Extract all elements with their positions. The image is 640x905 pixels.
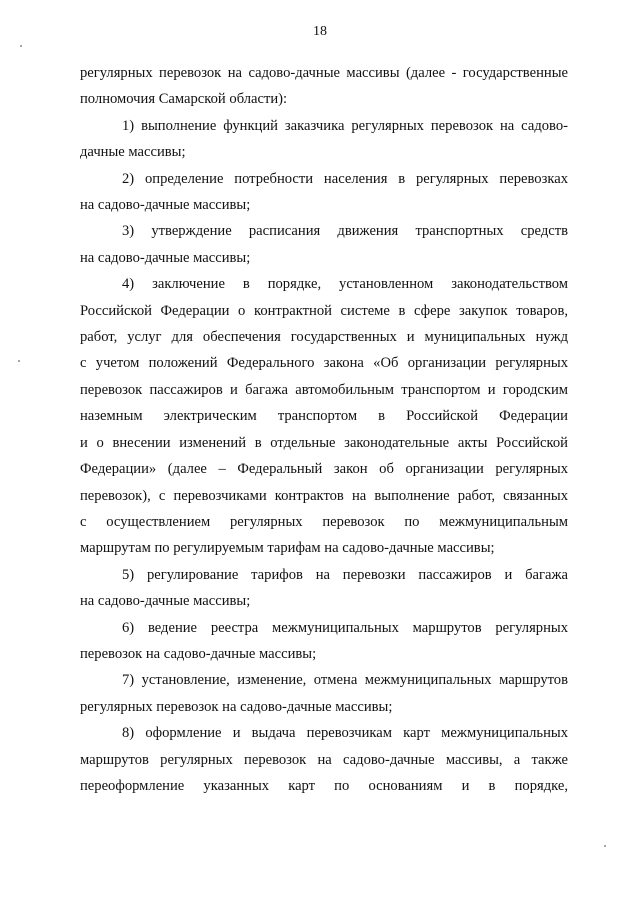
text-line: перевозок на садово-дачные массивы; xyxy=(80,645,317,662)
text-line: на садово-дачные массивы; xyxy=(80,197,251,214)
text-line: перевозок), с перевозчиками контрактов на выполнение работ, связанных xyxy=(80,487,568,504)
scan-speck xyxy=(20,45,22,47)
text-line: Федерации» (далее – Федеральный закон об организации регулярных xyxy=(80,461,568,478)
paragraph xyxy=(80,218,568,271)
page-number: 18 xyxy=(313,24,327,39)
paragraph xyxy=(80,271,568,561)
text-line: на садово-дачные массивы; xyxy=(80,249,251,266)
text-line: Российской Федерации о контрактной системе в сфере закупок товаров, xyxy=(80,302,568,319)
text-line: регулярных перевозок на садово-дачные массивы; xyxy=(80,698,393,715)
text-line: 4) заключение в порядке, установленном законодательством xyxy=(122,276,568,293)
scan-speck xyxy=(18,360,20,362)
text-line: 1) выполнение функций заказчика регулярных перевозок на садово- xyxy=(122,117,568,134)
text-line: регулярных перевозок на садово-дачные массивы (далее - государственные xyxy=(80,65,568,81)
text-line: 8) оформление и выдача перевозчикам карт межмуниципальных xyxy=(122,725,568,742)
document-body xyxy=(80,60,568,799)
text-line: переоформление указанных карт по основаниям и в порядке, xyxy=(80,777,568,794)
paragraph xyxy=(80,60,568,113)
text-line: с осуществлением регулярных перевозок по межмуниципальным xyxy=(80,513,568,530)
text-line: и о внесении изменений в отдельные законодательные акты Российской xyxy=(80,434,568,451)
text-line: полномочия Самарской области): xyxy=(80,91,288,108)
paragraph xyxy=(80,615,568,668)
text-line: с учетом положений Федерального закона «Об организации регулярных xyxy=(80,355,568,372)
text-line: маршрутам по регулируемым тарифам на садово-дачные массивы; xyxy=(80,540,495,557)
text-line: маршрутов регулярных перевозок на садово-дачные массивы, а также xyxy=(80,751,568,768)
scan-speck xyxy=(604,845,606,847)
text-line: работ, услуг для обеспечения государственных и муниципальных нужд xyxy=(80,329,568,346)
paragraph xyxy=(80,720,568,799)
text-line: 7) установление, изменение, отмена межмуниципальных маршрутов xyxy=(122,672,568,689)
text-line: на садово-дачные массивы; xyxy=(80,593,251,610)
text-line: перевозок пассажиров и багажа автомобильным транспортом и городским xyxy=(80,381,568,398)
text-line: 5) регулирование тарифов на перевозки пассажиров и багажа xyxy=(122,566,568,583)
text-line: 2) определение потребности населения в регулярных перевозках xyxy=(122,170,568,187)
paragraph xyxy=(80,113,568,166)
paragraph xyxy=(80,166,568,219)
paragraph xyxy=(80,562,568,615)
text-line: дачные массивы; xyxy=(80,144,186,161)
paragraph xyxy=(80,667,568,720)
text-line: наземным электрическим транспортом в Российской Федерации xyxy=(80,408,568,425)
text-line: 6) ведение реестра межмуниципальных маршрутов регулярных xyxy=(122,619,568,636)
text-line: 3) утверждение расписания движения транспортных средств xyxy=(122,223,568,240)
